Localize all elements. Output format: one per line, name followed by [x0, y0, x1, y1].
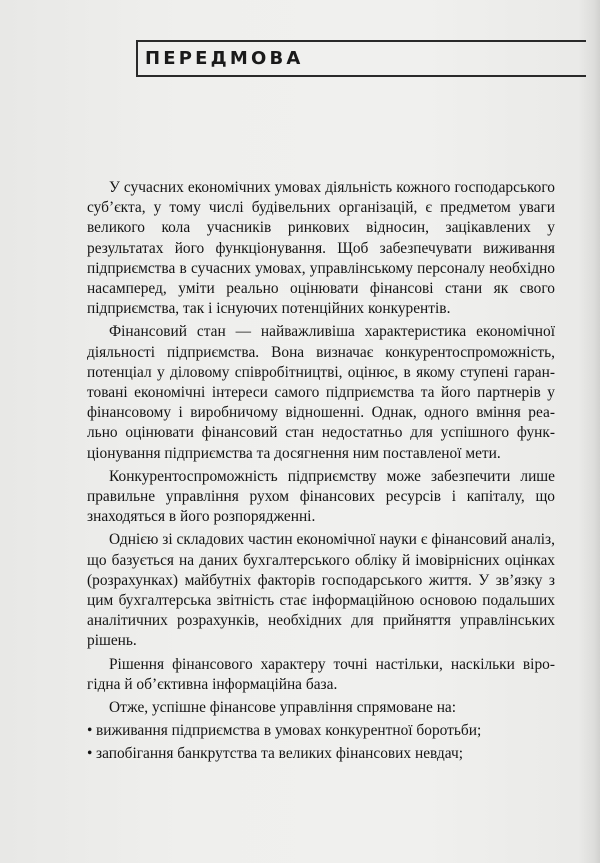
list-item — [87, 721, 555, 741]
paragraph: Фінансовий стан — найважливіша характеристика економічної діяльності підприємства. Вона визначає конкурентоспроможність, потенціал у діловому співробітництві, оцінює, в якому ступені гарантовані економічні інтереси самого підприємства та його партнерів у фінансовому і виробничому відношенні. Однак, одного вміння реально оцінювати фінансовий стан недостатньо для успішного функціонування підприємства та досягнення ним поставленої мети. — [87, 323, 555, 462]
list-item — [87, 744, 555, 764]
list-item-text: виживання підприємства в умовах конкурентної боротьби; — [96, 722, 482, 740]
paragraph: Конкурентоспроможність підприємству може забезпечити лише правильне управління рухом фінансових ресурсів і капіталу, що знаходяться в його розпорядженні. — [87, 467, 555, 526]
bullet-icon: • — [87, 745, 93, 763]
bullet-icon: • — [87, 722, 93, 740]
paragraph: Отже, успішне фінансове управління спрямоване на: — [109, 699, 457, 717]
paragraph: Однією зі складових частин економічної науки є фінансовий аналіз, що базується на даних бухгалтерського обліку й імовірнісних оцінках (розрахунках) майбутніх факторів господарського життя. У зв’язку з цим бухгалтерська звітність стає інформаційною основою подальших аналітичних розрахунків, необхідних для прийняття управлінських рішень. — [87, 531, 555, 650]
paragraph: У сучасних економічних умовах діяльність кожного господарського суб’єкта, у тому числі будівельних організацій, є предметом уваги великого кола учасників ринкових відносин, зацікавлених у результатах його функціонування. Щоб забезпечувати виживання підприємства в сучасних умовах, управлінському персоналу необхідно насамперед, уміти реально оцінювати фінансові стани як свого підприємства, так і існуючих потенційних конкурентів. — [87, 179, 555, 318]
page-title: ПЕРЕДМОВА — [145, 48, 304, 69]
bullet-list — [87, 721, 555, 764]
paragraph: Рішення фінансового характеру точні настільки, наскільки вірогідна й об’єктивна інформаційна база. — [87, 655, 555, 693]
page-edge-shadow — [578, 0, 600, 863]
list-item-text: запобігання банкрутства та великих фінансових невдач; — [96, 745, 463, 763]
body-text — [87, 178, 555, 768]
